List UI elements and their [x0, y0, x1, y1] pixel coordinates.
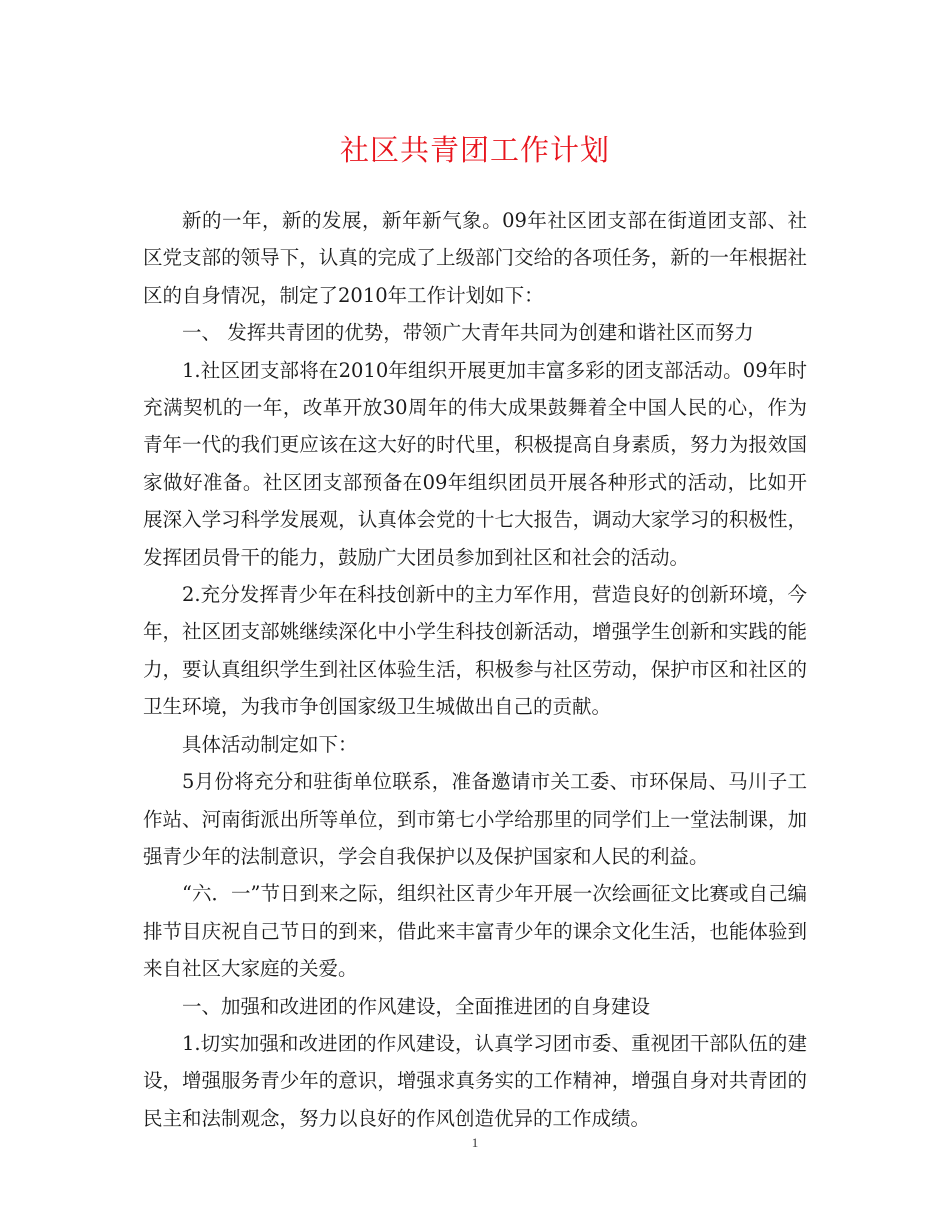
paragraph-item-3: 1.切实加强和改进团的作风建设，认真学习团市委、重视团干部队伍的建设，增强服务青少年的意识，增强求真务实的工作精神，增强自身对共青团的民主和法制观念，努力以良好的作风创造优异的工作成绩。: [143, 1031, 807, 1130]
paragraph-june-activity: “六．一”节日到来之际，组织社区青少年开展一次绘画征文比赛或自己编排节目庆祝自己节日的到来，借此来丰富青少年的课余文化生活，也能体验到来自社区大家庭的关爱。: [143, 882, 807, 981]
paragraph-may-activity: 5月份将充分和驻街单位联系，准备邀请市关工委、市环保局、马川子工作站、河南街派出所等单位，到市第七小学给那里的同学们上一堂法制课，加强青少年的法制意识，学会自我保护以及保护国家和人民的利益。: [143, 770, 807, 868]
paragraph-item-1: 1.社区团支部将在2010年组织开展更加丰富多彩的团支部活动。09年时充满契机的一年，改革开放30周年的伟大成果鼓舞着全中国人民的心，作为青年一代的我们更应该在这大好的时代里，积极提高自身素质，努力为报效国家做好准备。社区团支部预备在09年组织团员开展各种形式的活动，比如开展深入学习科学发展观，认真体会党的十七大报告，调动大家学习的积极性，发挥团员骨干的能力，鼓励广大团员参加到社区和社会的活动。: [143, 358, 807, 569]
paragraph-activities-heading: 具体活动制定如下：: [182, 732, 358, 756]
page-number: 1: [471, 1135, 479, 1150]
paragraph-section-heading-2: 一、加强和改进团的作风建设，全面推进团的自身建设: [182, 994, 651, 1018]
paragraph-item-2: 2.充分发挥青少年在科技创新中的主力军作用，营造良好的创新环境，今年，社区团支部姚继续深化中小学生科技创新活动，增强学生创新和实践的能力，要认真组织学生到社区体验生活，积极参与社区劳动，保护市区和社区的卫生环境，为我市争创国家级卫生城做出自己的贡献。: [143, 583, 807, 719]
document-body: [143, 202, 807, 1137]
paragraph-section-heading-1: 一、 发挥共青团的优势，带领广大青年共同为创建和谐社区而努力: [182, 321, 754, 345]
document-title: 社区共青团工作计划: [339, 133, 610, 167]
paragraph-intro: 新的一年，新的发展，新年新气象。09年社区团支部在街道团支部、社区党支部的领导下，认真的完成了上级部门交给的各项任务，新的一年根据社区的自身情况，制定了2010年工作计划如下：: [143, 209, 807, 307]
